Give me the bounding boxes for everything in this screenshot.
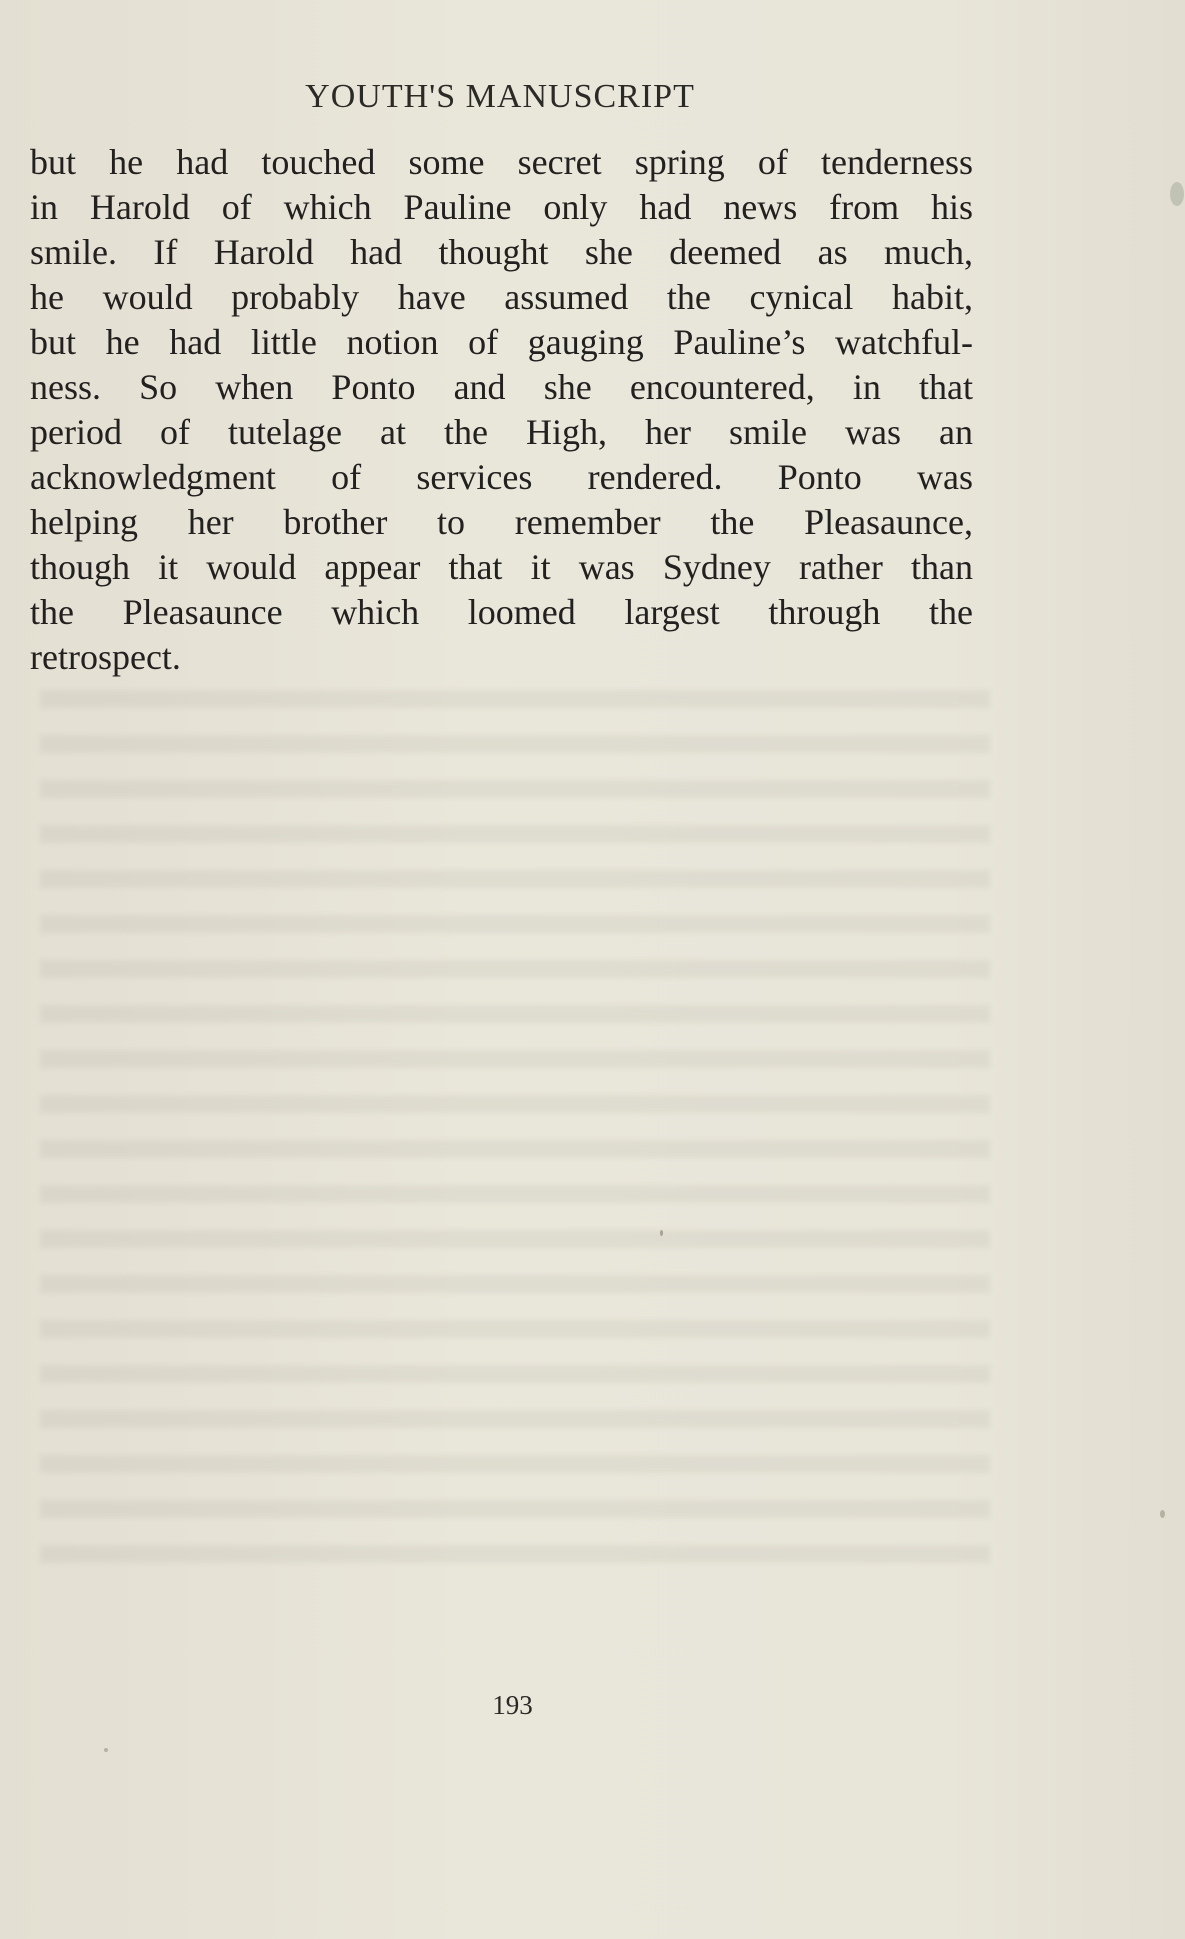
text-line: retrospect. — [30, 637, 181, 677]
running-head: YOUTH'S MANUSCRIPT — [305, 78, 695, 115]
paper-speck — [660, 1230, 663, 1236]
text-line: smile. If Harold had thought she deemed as much, — [30, 232, 973, 272]
show-through-text — [40, 690, 990, 1570]
text-line: ness. So when Ponto and she encountered, in that — [30, 367, 973, 407]
page-edge-mark — [1170, 182, 1184, 206]
page-number: 193 — [492, 1690, 533, 1720]
paper-speck — [1160, 1510, 1165, 1518]
text-line: helping her brother to remember the Pleasaunce, — [30, 502, 973, 542]
body-paragraph — [30, 140, 973, 680]
text-line: period of tutelage at the High, her smile was an — [30, 412, 973, 452]
text-line: in Harold of which Pauline only had news from his — [30, 187, 973, 227]
text-line: but he had little notion of gauging Pauline’s watchful- — [30, 322, 973, 362]
text-line: the Pleasaunce which loomed largest through the — [30, 592, 973, 632]
text-line: acknowledgment of services rendered. Ponto was — [30, 457, 973, 497]
text-line: but he had touched some secret spring of tenderness — [30, 142, 973, 182]
text-line: though it would appear that it was Sydney rather than — [30, 547, 973, 587]
paper-speck — [104, 1748, 108, 1752]
text-line: he would probably have assumed the cynical habit, — [30, 277, 973, 317]
